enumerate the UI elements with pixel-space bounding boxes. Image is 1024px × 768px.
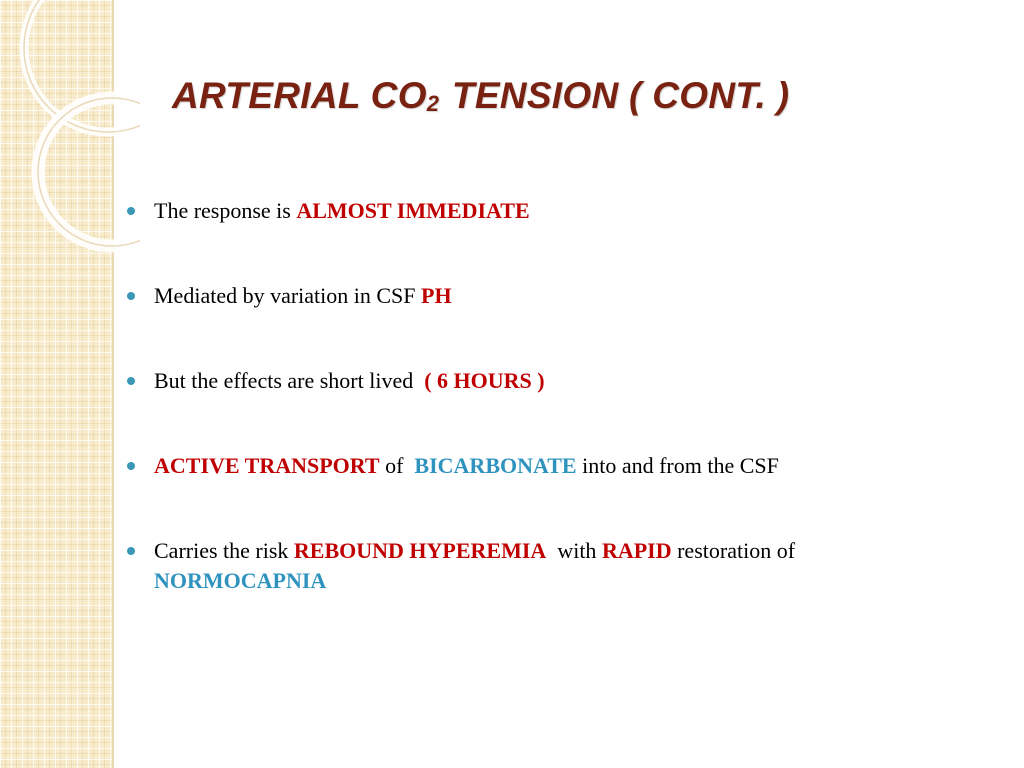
- bullet-text-normal: The response is: [154, 198, 297, 223]
- bullet-item: [124, 451, 1004, 481]
- bullet-text-normal: into and from the CSF: [576, 453, 779, 478]
- bullet-dot-icon: [127, 462, 135, 470]
- bullet-item: [124, 366, 1004, 396]
- bullet-text-red-emphasis: ALMOST IMMEDIATE: [296, 198, 530, 223]
- title-subscript: 2: [426, 91, 440, 116]
- ring-upper-shade: [24, 0, 140, 132]
- bullet-dot-icon: [127, 207, 135, 215]
- bullet-text-red-emphasis: RAPID: [601, 538, 672, 563]
- bullet-text-normal: with: [546, 538, 602, 563]
- bullet-text-normal: Mediated by variation in CSF: [154, 283, 422, 308]
- bullet-list: [124, 196, 1004, 651]
- bullet-text-blue-emphasis: BICARBONATE: [414, 453, 577, 478]
- bullet-text-red-emphasis: ACTIVE TRANSPORT: [154, 453, 380, 478]
- bullet-text-normal: restoration of: [671, 538, 796, 563]
- bullet-dot-icon: [127, 377, 135, 385]
- decorative-rings: [0, 0, 140, 260]
- bullet-dot-icon: [127, 547, 135, 555]
- slide-title: [172, 72, 789, 128]
- bullet-text-normal: of: [379, 453, 415, 478]
- title-prefix: ARTERIAL CO: [172, 75, 427, 116]
- bullet-item: [124, 196, 1004, 226]
- bullet-item: [124, 536, 1004, 596]
- bullet-text-red-emphasis: REBOUND HYPEREMIA: [293, 538, 547, 563]
- bullet-text-normal: But the effects are short lived: [154, 368, 425, 393]
- bullet-text-blue-emphasis: NORMOCAPNIA: [154, 568, 327, 593]
- bullet-dot-icon: [127, 292, 135, 300]
- title-suffix: TENSION ( CONT. ): [441, 75, 790, 116]
- bullet-item: [124, 281, 1004, 311]
- bullet-text-red-emphasis: ( 6 HOURS ): [424, 368, 545, 393]
- ring-upper: [24, 0, 140, 132]
- bullet-text-normal: Carries the risk: [154, 538, 294, 563]
- bullet-text-red-emphasis: PH: [421, 283, 452, 308]
